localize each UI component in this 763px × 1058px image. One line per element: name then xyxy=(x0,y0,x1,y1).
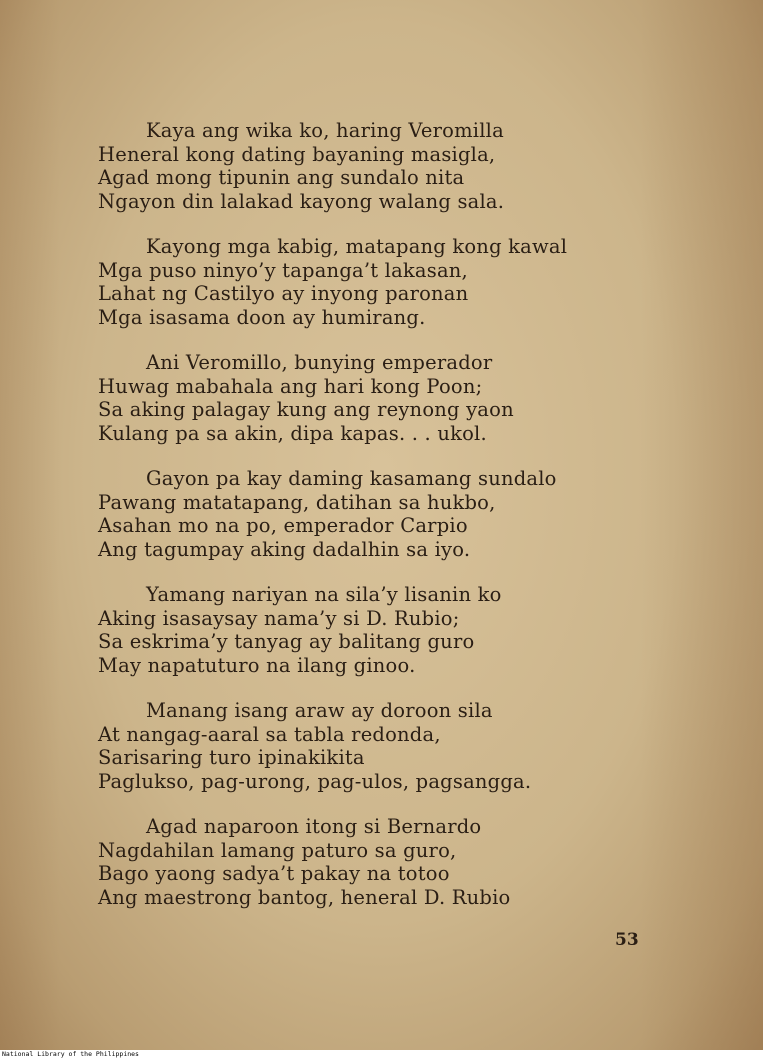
stanza-5 xyxy=(98,583,658,677)
stanza-2 xyxy=(98,235,658,329)
poem-line: Ang maestrong bantog, heneral D. Rubio xyxy=(98,885,511,909)
library-footer-credit: National Library of the Philippines xyxy=(2,1050,139,1058)
poem-line: At nangag-aaral sa tabla redonda, xyxy=(98,722,441,746)
poem-line: Lahat ng Castilyo ay inyong paronan xyxy=(98,282,469,305)
poem-line: Paglukso, pag-urong, pag-ulos, pagsangga. xyxy=(98,769,532,793)
poem-line: Ani Veromillo, bunying emperador xyxy=(146,351,493,374)
poem-line: Aking isasaysay nama’y si D. Rubio; xyxy=(98,606,460,630)
page-edge-shading-left xyxy=(0,0,60,1050)
poem-line: Gayon pa kay daming kasamang sundalo xyxy=(146,467,557,490)
stanza-1 xyxy=(98,119,658,213)
poem-line: Huwag mabahala ang hari kong Poon; xyxy=(98,374,483,398)
poem-line: Sa eskrima’y tanyag ay balitang guro xyxy=(98,630,475,653)
poem-body xyxy=(98,119,658,931)
stanza-3 xyxy=(98,351,658,445)
poem-line: Pawang matatapang, datihan sa hukbo, xyxy=(98,490,496,514)
poem-line: Yamang nariyan na sila’y lisanin ko xyxy=(146,583,502,606)
poem-line: Mga isasama doon ay humirang. xyxy=(98,305,426,329)
poem-line: Nagdahilan lamang paturo sa guro, xyxy=(98,838,457,862)
poem-line: Bago yaong sadya’t pakay na totoo xyxy=(98,862,450,885)
poem-line: Sarisaring turo ipinakikita xyxy=(98,746,365,769)
poem-line: Kayong mga kabig, matapang kong kawal xyxy=(146,235,568,258)
poem-line: Asahan mo na po, emperador Carpio xyxy=(98,514,468,537)
poem-line: Kaya ang wika ko, haring Veromilla xyxy=(146,119,504,142)
poem-line: Manang isang araw ay doroon sila xyxy=(146,699,493,722)
poem-line: Ngayon din lalakad kayong walang sala. xyxy=(98,189,505,213)
stanza-7 xyxy=(98,815,658,909)
poem-line: Mga puso ninyo’y tapanga’t lakasan, xyxy=(98,258,468,282)
poem-line: Kulang pa sa akin, dipa kapas. . . ukol. xyxy=(98,421,487,445)
page-number: 53 xyxy=(615,930,639,950)
poem-line: Heneral kong dating bayaning masigla, xyxy=(98,142,496,166)
poem-line: Sa aking palagay kung ang reynong yaon xyxy=(98,398,514,421)
poem-line: Agad naparoon itong si Bernardo xyxy=(146,815,482,838)
page-edge-shading-right xyxy=(640,0,763,1050)
poem-line: Agad mong tipunin ang sundalo nita xyxy=(98,166,465,189)
poem-line: May napatuturo na ilang ginoo. xyxy=(98,653,416,677)
poem-line: Ang tagumpay aking dadalhin sa iyo. xyxy=(98,537,471,561)
stanza-6 xyxy=(98,699,658,793)
stanza-4 xyxy=(98,467,658,561)
